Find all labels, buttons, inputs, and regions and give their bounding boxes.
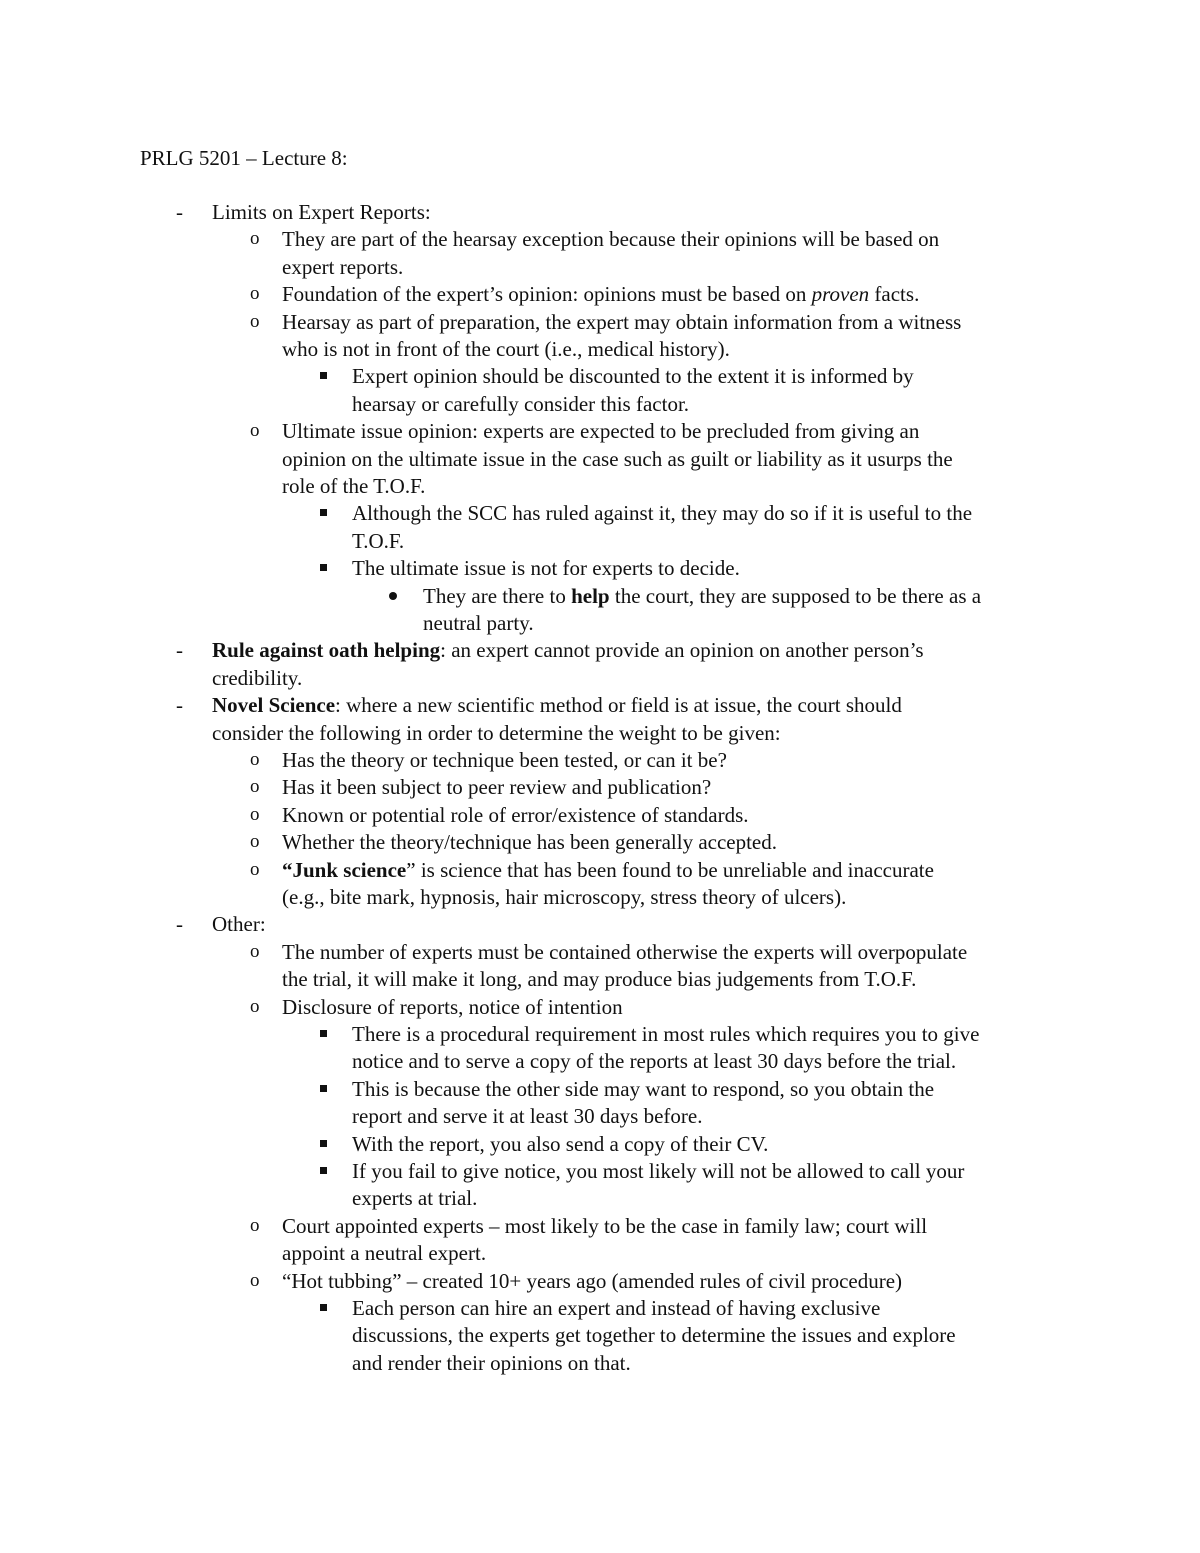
- line-text: [282, 1239, 486, 1267]
- line-text: [352, 1184, 477, 1212]
- note-line-level-4: [0, 609, 1200, 637]
- text-segment: the court, they are supposed to be there as a: [609, 584, 982, 608]
- note-line-level-2: [0, 253, 1200, 281]
- text-segment: consider the following in order to determine the weight to be given:: [212, 721, 781, 745]
- note-line-level-2: [0, 1212, 1200, 1240]
- note-line-level-1: [0, 664, 1200, 692]
- line-text: [423, 582, 981, 610]
- circle-bullet-icon: o: [250, 228, 260, 249]
- text-segment: Known or potential role of error/existence of standards.: [282, 803, 749, 827]
- square-bullet-icon: [320, 509, 327, 516]
- text-segment: role of the T.O.F.: [282, 474, 426, 498]
- text-segment: neutral party.: [423, 611, 534, 635]
- note-line-level-3: [0, 362, 1200, 390]
- text-segment: credibility.: [212, 666, 303, 690]
- line-text: [282, 856, 934, 884]
- line-text: [282, 993, 623, 1021]
- bold-term: “Junk science: [282, 858, 407, 882]
- text-segment: Each person can hire an expert and instead of having exclusive: [352, 1296, 881, 1320]
- text-segment: opinion on the ultimate issue in the case such as guilt or liability as it usurps the: [282, 447, 953, 471]
- text-segment: With the report, you also send a copy of their CV.: [352, 1132, 769, 1156]
- text-segment: Has it been subject to peer review and publication?: [282, 775, 712, 799]
- line-text: [352, 1102, 702, 1130]
- circle-bullet-icon: o: [250, 859, 260, 880]
- circle-bullet-icon: o: [250, 831, 260, 852]
- note-line-level-3: [0, 554, 1200, 582]
- line-text: [282, 801, 749, 829]
- text-segment: and render their opinions on that.: [352, 1351, 631, 1375]
- line-text: [352, 1157, 964, 1185]
- square-bullet-icon: [320, 372, 327, 379]
- square-bullet-icon: [320, 1030, 327, 1037]
- note-line-level-2: [0, 828, 1200, 856]
- line-text: [282, 417, 919, 445]
- line-text: [352, 527, 404, 555]
- line-text: [212, 719, 781, 747]
- line-text: [212, 691, 902, 719]
- note-line-level-3: [0, 390, 1200, 418]
- circle-bullet-icon: o: [250, 1215, 260, 1236]
- square-bullet-icon: [320, 1085, 327, 1092]
- text-segment: experts at trial.: [352, 1186, 478, 1210]
- text-segment: Hearsay as part of preparation, the expert may obtain information from a witness: [282, 310, 962, 334]
- note-line-level-1: [0, 198, 1200, 226]
- line-text: [352, 499, 972, 527]
- page-title: PRLG 5201 – Lecture 8:: [140, 146, 348, 170]
- note-line-level-2: [0, 445, 1200, 473]
- text-segment: Foundation of the expert’s opinion: opinions must be based on: [282, 282, 812, 306]
- note-line-level-3: [0, 499, 1200, 527]
- italic-term: proven: [811, 282, 870, 306]
- bold-term: Rule against oath helping: [212, 638, 441, 662]
- line-text: [282, 472, 425, 500]
- square-bullet-icon: [320, 1304, 327, 1311]
- line-text: [352, 1047, 956, 1075]
- circle-bullet-icon: o: [250, 804, 260, 825]
- circle-bullet-icon: o: [250, 941, 260, 962]
- note-line-level-2: [0, 773, 1200, 801]
- text-segment: They are there to: [423, 584, 572, 608]
- circle-bullet-icon: o: [250, 283, 260, 304]
- note-line-level-2: [0, 225, 1200, 253]
- note-line-level-3: [0, 1102, 1200, 1130]
- text-segment: The number of experts must be contained otherwise the experts will overpopulate: [282, 940, 968, 964]
- note-line-level-3: [0, 1130, 1200, 1158]
- note-line-level-2: [0, 856, 1200, 884]
- text-segment: The ultimate issue is not for experts to decide.: [352, 556, 740, 580]
- note-line-level-1: [0, 719, 1200, 747]
- text-segment: report and serve it at least 30 days before.: [352, 1104, 703, 1128]
- note-line-level-4: [0, 582, 1200, 610]
- note-line-level-1: [0, 691, 1200, 719]
- dash-bullet-icon: -: [176, 200, 183, 224]
- note-line-level-2: [0, 335, 1200, 363]
- text-segment: expert reports.: [282, 255, 404, 279]
- circle-bullet-icon: o: [250, 749, 260, 770]
- line-text: [282, 883, 846, 911]
- text-segment: Court appointed experts – most likely to be the case in family law; court will: [282, 1214, 928, 1238]
- circle-bullet-icon: o: [250, 1270, 260, 1291]
- note-line-level-2: [0, 801, 1200, 829]
- note-line-level-2: [0, 993, 1200, 1021]
- line-text: [352, 1075, 934, 1103]
- note-line-level-2: [0, 1267, 1200, 1295]
- circle-bullet-icon: o: [250, 996, 260, 1017]
- line-text: [282, 1267, 902, 1295]
- text-segment: Although the SCC has ruled against it, they may do so if it is useful to the: [352, 501, 973, 525]
- line-text: [352, 554, 740, 582]
- square-bullet-icon: [320, 564, 327, 571]
- note-line-level-3: [0, 1321, 1200, 1349]
- note-line-level-2: [0, 417, 1200, 445]
- text-segment: appoint a neutral expert.: [282, 1241, 487, 1265]
- square-bullet-icon: [320, 1140, 327, 1147]
- text-segment: Other:: [212, 912, 266, 936]
- note-line-level-1: [0, 636, 1200, 664]
- line-text: [282, 335, 730, 363]
- line-text: [282, 253, 403, 281]
- line-text: [282, 828, 777, 856]
- text-segment: discussions, the experts get together to determine the issues and explore: [352, 1323, 956, 1347]
- line-text: [282, 965, 916, 993]
- line-text: [282, 938, 967, 966]
- note-line-level-2: [0, 746, 1200, 774]
- line-text: [212, 636, 924, 664]
- note-line-level-3: [0, 527, 1200, 555]
- note-line-level-2: [0, 280, 1200, 308]
- line-text: [282, 773, 711, 801]
- text-segment: ” is science that has been found to be unreliable and inaccurate: [406, 858, 934, 882]
- text-segment: hearsay or carefully consider this factor.: [352, 392, 690, 416]
- line-text: [352, 1349, 631, 1377]
- note-line-level-3: [0, 1349, 1200, 1377]
- line-text: [282, 746, 727, 774]
- bold-term: Novel Science: [212, 693, 336, 717]
- circle-bullet-icon: o: [250, 776, 260, 797]
- text-segment: (e.g., bite mark, hypnosis, hair microscopy, stress theory of ulcers).: [282, 885, 847, 909]
- line-text: [282, 308, 961, 336]
- dot-bullet-icon: [389, 592, 397, 600]
- line-text: [212, 664, 302, 692]
- circle-bullet-icon: o: [250, 311, 260, 332]
- text-segment: facts.: [869, 282, 920, 306]
- line-text: [212, 910, 266, 938]
- text-segment: “Hot tubbing” – created 10+ years ago (amended rules of civil procedure): [282, 1269, 903, 1293]
- text-segment: This is because the other side may want to respond, so you obtain the: [352, 1077, 935, 1101]
- text-segment: : where a new scientific method or field is at issue, the court should: [335, 693, 902, 717]
- dash-bullet-icon: -: [176, 912, 183, 936]
- text-segment: Whether the theory/technique has been generally accepted.: [282, 830, 778, 854]
- note-line-level-2: [0, 472, 1200, 500]
- text-segment: Disclosure of reports, notice of intention: [282, 995, 623, 1019]
- note-line-level-1: [0, 910, 1200, 938]
- text-segment: There is a procedural requirement in most rules which requires you to give: [352, 1022, 980, 1046]
- line-text: [352, 1321, 956, 1349]
- text-segment: who is not in front of the court (i.e., medical history).: [282, 337, 730, 361]
- note-line-level-3: [0, 1294, 1200, 1322]
- line-text: [352, 362, 914, 390]
- text-segment: notice and to serve a copy of the reports at least 30 days before the trial.: [352, 1049, 957, 1073]
- text-segment: Has the theory or technique been tested, or can it be?: [282, 748, 727, 772]
- line-text: [212, 198, 431, 226]
- text-segment: Limits on Expert Reports:: [212, 200, 431, 224]
- note-line-level-3: [0, 1047, 1200, 1075]
- line-text: [282, 445, 953, 473]
- note-line-level-3: [0, 1075, 1200, 1103]
- text-segment: T.O.F.: [352, 529, 405, 553]
- dash-bullet-icon: -: [176, 638, 183, 662]
- note-line-level-2: [0, 308, 1200, 336]
- note-line-level-3: [0, 1184, 1200, 1212]
- text-segment: If you fail to give notice, you most likely will not be allowed to call your: [352, 1159, 965, 1183]
- text-segment: Expert opinion should be discounted to the extent it is informed by: [352, 364, 914, 388]
- dash-bullet-icon: -: [176, 693, 183, 717]
- line-text: [282, 1212, 927, 1240]
- line-text: [352, 1020, 979, 1048]
- note-line-level-2: [0, 883, 1200, 911]
- note-line-level-3: [0, 1157, 1200, 1185]
- line-text: [423, 609, 534, 637]
- line-text: [352, 390, 689, 418]
- note-line-level-2: [0, 965, 1200, 993]
- line-text: [282, 225, 939, 253]
- line-text: [282, 280, 919, 308]
- text-segment: the trial, it will make it long, and may produce bias judgements from T.O.F.: [282, 967, 917, 991]
- note-line-level-3: [0, 1020, 1200, 1048]
- text-segment: Ultimate issue opinion: experts are expected to be precluded from giving an: [282, 419, 920, 443]
- line-text: [352, 1130, 768, 1158]
- circle-bullet-icon: o: [250, 420, 260, 441]
- text-segment: : an expert cannot provide an opinion on another person’s: [440, 638, 924, 662]
- text-segment: They are part of the hearsay exception because their opinions will be based on: [282, 227, 940, 251]
- note-line-level-2: [0, 1239, 1200, 1267]
- square-bullet-icon: [320, 1167, 327, 1174]
- bold-term: help: [571, 584, 610, 608]
- line-text: [352, 1294, 880, 1322]
- note-line-level-2: [0, 938, 1200, 966]
